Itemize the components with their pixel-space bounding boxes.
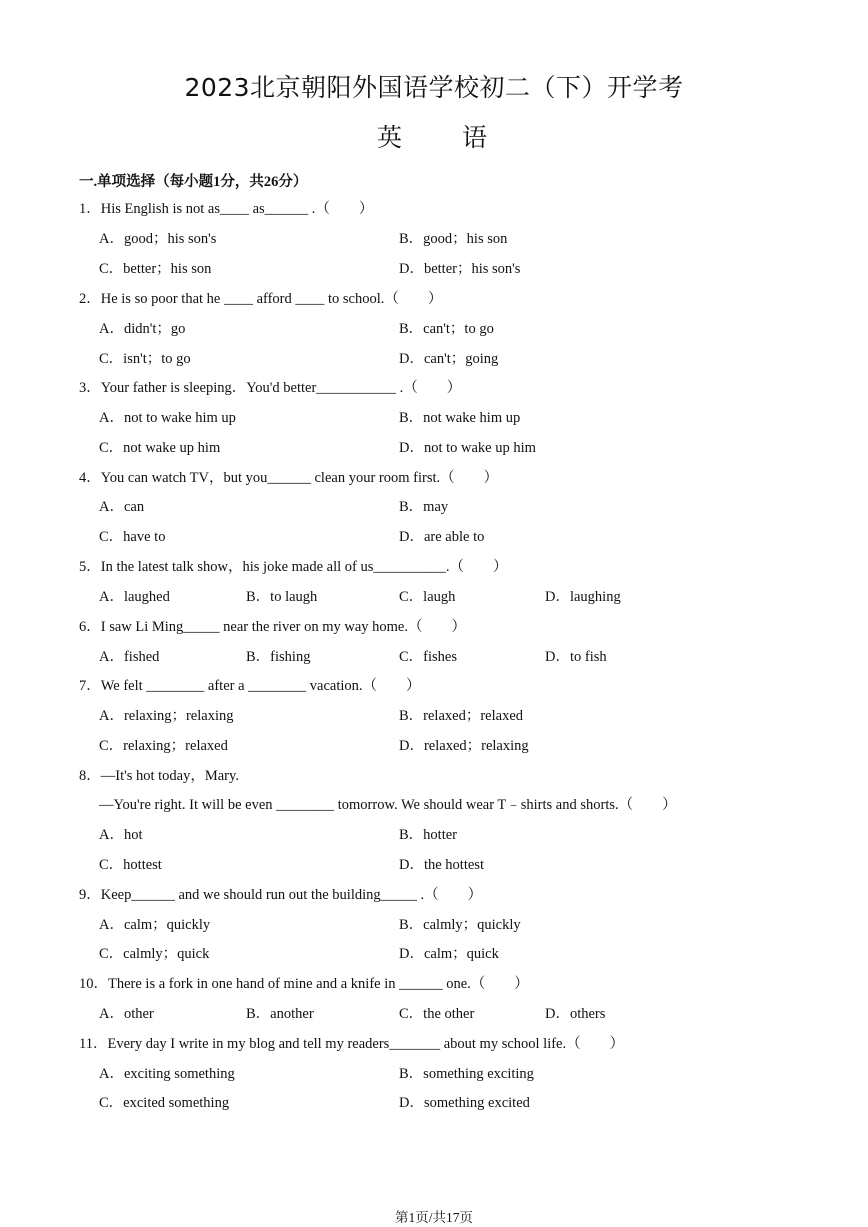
q3-option-a: A．not to wake him up [99,410,236,426]
question-6-stem: 6．I saw Li Ming_____ near the river on my way home.（ ） [79,619,466,635]
q6-option-d: D．to fish [545,649,607,665]
q5-option-a: A．laughed [99,589,170,605]
q4-option-a: A．can [99,499,145,515]
q6-option-c: C．fishes [399,649,457,665]
subject-char-2: 语 [462,123,492,152]
q1-option-b: B．good；his son [399,231,508,247]
question-4-stem: 4．You can watch TV，but you______ clean your room first.（ ） [79,470,499,486]
q3-option-c: C．not wake up him [99,440,221,456]
q2-option-a: A．didn't；go [99,321,186,337]
q4-option-b: B．may [399,499,449,515]
q11-option-a: A．exciting something [99,1066,235,1082]
q9-option-c: C．calmly；quick [99,946,210,962]
question-1-stem: 1．His English is not as____ as______ .（ ） [79,201,374,217]
q1-option-a: A．good；his son's [99,231,217,247]
q11-option-d: D．something excited [399,1095,530,1111]
q8-option-d: D．the hottest [399,857,484,873]
q8-option-c: C．hottest [99,857,162,873]
q8-option-a: A．hot [99,827,143,843]
section-heading: 一.单项选择（每小题1分，共26分） [79,174,308,190]
question-7-stem: 7．We felt ________ after a ________ vacation.（ ） [79,678,421,694]
q2-option-d: D．can't；going [399,351,499,367]
question-8-stem: 8．—It's hot today，Mary. [79,768,239,784]
q4-option-c: C．have to [99,529,166,545]
q5-option-b: B．to laugh [246,589,318,605]
q11-option-b: B．something exciting [399,1066,534,1082]
q7-option-b: B．relaxed；relaxed [399,708,524,724]
q8-option-b: B．hotter [399,827,457,843]
question-3-stem: 3．Your father is sleeping．You'd better___________ .（ ） [79,380,462,396]
q9-option-a: A．calm；quickly [99,917,211,933]
page-number: 第1页/共17页 [394,1210,473,1225]
subject-char-1: 英 [376,123,406,152]
q10-option-d: D．others [545,1006,606,1022]
q3-option-d: D．not to wake up him [399,440,536,456]
q4-option-d: D．are able to [399,529,485,545]
question-10-stem: 10．There is a fork in one hand of mine and a knife in ______ one.（ ） [79,976,529,992]
question-9-stem: 9．Keep______ and we should run out the building_____ .（ ） [79,887,483,903]
q1-option-d: D．better；his son's [399,261,521,277]
subject-heading [0,118,868,154]
q2-option-c: C．isn't；to go [99,351,191,367]
q7-option-a: A．relaxing；relaxing [99,708,234,724]
q3-option-b: B．not wake him up [399,410,521,426]
question-11-stem: 11．Every day I write in my blog and tell my readers_______ about my school life.（ ） [79,1036,625,1052]
q11-option-c: C．excited something [99,1095,230,1111]
question-5-stem: 5．In the latest talk show，his joke made all of us__________.（ ） [79,559,508,575]
q9-option-b: B．calmly；quickly [399,917,521,933]
q6-option-b: B．fishing [246,649,311,665]
q10-option-c: C．the other [399,1006,475,1022]
q9-option-d: D．calm；quick [399,946,499,962]
page-title: 2023北京朝阳外国语学校初二（下）开学考 [184,73,684,102]
q7-option-c: C．relaxing；relaxed [99,738,228,754]
q10-option-a: A．other [99,1006,154,1022]
q2-option-b: B．can't；to go [399,321,494,337]
q1-option-c: C．better；his son [99,261,212,277]
q5-option-c: C．laugh [399,589,456,605]
question-2-stem: 2．He is so poor that he ____ afford ____ to school.（ ） [79,291,443,307]
q5-option-d: D．laughing [545,589,621,605]
question-8-stem-line-2: —You're right. It will be even ________ tomorrow. We should wear T﹣shirts and shorts.（ ） [99,797,677,813]
q6-option-a: A．fished [99,649,160,665]
q10-option-b: B．another [246,1006,314,1022]
q7-option-d: D．relaxed；relaxing [399,738,529,754]
